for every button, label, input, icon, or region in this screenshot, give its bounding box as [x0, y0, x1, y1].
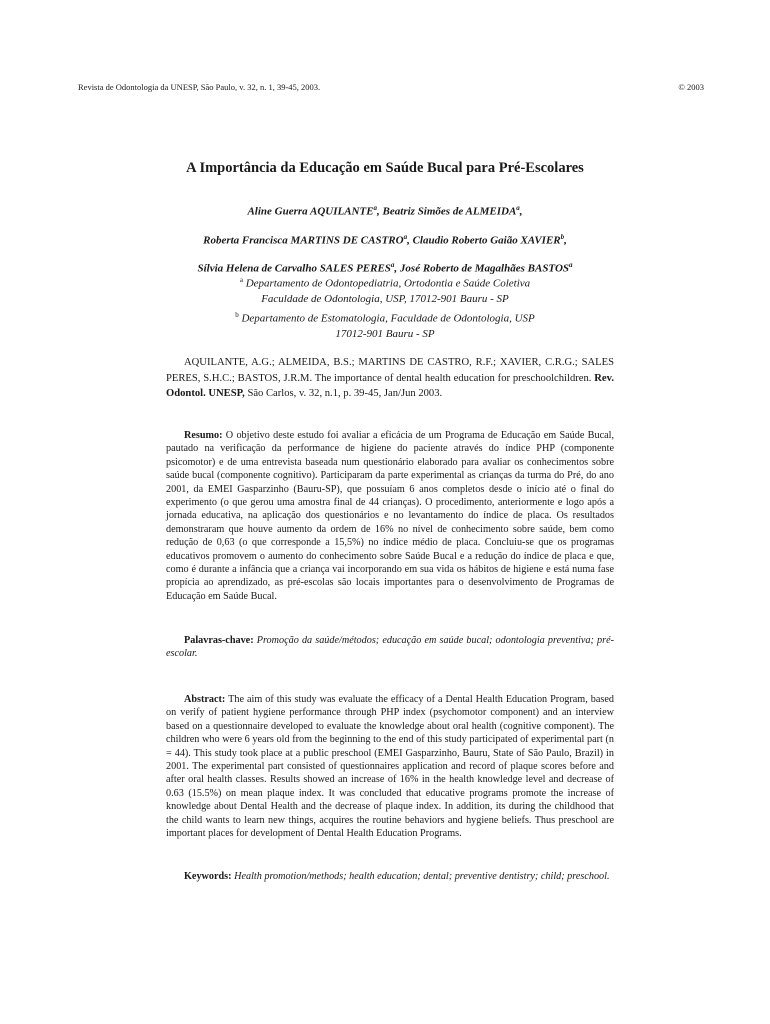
abstract-text: The aim of this study was evaluate the efficacy of a Dental Health Education Program, based on verify of patient hygiene performance through PHP index (psychomotor component) and an interview based on a questionnaire developed to evaluate the knowledge about oral health (cognitive component). The children who were 6 years old from the beginning to the end of this study participated of experimental part (n = 44). This study took place at a public preschool (EMEI Gasparzinho, Bauru, State of São Paulo, Brazil) in 2001. The experimental part consisted of questionnaires application and record of plaque scores before and after oral health classes. Results showed an increase of 16% in the health knowledge level and decrease of 0.63 (15.5%) on mean plaque index. It was concluded that educative programs promote the increase of knowledge about Dental Health and the decrease of plaque index. In addition, its during the childhood that the child wants to learn new things, acquires the routine behaviors and hygiene beliefs. Thus preschool are important places for development of Dental Health Education Programs.	[166, 694, 614, 840]
abstract-section	[166, 693, 614, 840]
affiliation-a-line2: Faculdade de Odontologia, USP, 17012-901 Bauru - SP	[261, 293, 509, 306]
affiliation-a	[0, 273, 770, 292]
affiliation-mark: b	[235, 310, 239, 319]
author-affiliation-mark: a	[373, 204, 378, 212]
author-separator: ,	[394, 262, 400, 275]
citation-paragraph	[166, 355, 614, 402]
palavras-chave-label: Palavras-chave:	[184, 635, 254, 646]
affiliation-b-line1: Departamento de Estomatologia, Faculdade de Odontologia, USP	[241, 312, 535, 325]
author-separator: ,	[564, 234, 567, 247]
author-affiliation-mark: a	[390, 261, 395, 270]
author-affiliation-mark: a	[403, 232, 408, 241]
author-name: Beatriz Simões de ALMEIDA	[382, 205, 517, 218]
author-name: Aline Guerra AQUILANTE	[247, 205, 374, 218]
author-name: Roberta Francisca MARTINS DE CASTRO	[203, 234, 404, 247]
keywords-label: Keywords:	[184, 871, 232, 882]
palavras-chave-text: Promoção da saúde/métodos; educação em saúde bucal; odontologia preventiva; pré-escolar.	[166, 635, 615, 660]
author-affiliation-mark: b	[560, 232, 565, 241]
author-affiliation-mark: a	[569, 261, 573, 270]
author-line-2	[0, 225, 770, 254]
affiliation-a-line1: Departamento de Odontopediatria, Ortodontia e Saúde Coletiva	[245, 277, 531, 290]
keywords-section	[166, 870, 614, 883]
keywords-text: Health promotion/methods; health education; dental; preventive dentistry; child; preschool.	[234, 871, 610, 882]
affiliation-b-line2: 17012-901 Bauru - SP	[335, 327, 435, 340]
author-separator: ,	[377, 205, 383, 218]
journal-header: Revista de Odontologia da UNESP, São Paulo, v. 32, n. 1, 39-45, 2003.	[78, 82, 321, 92]
author-affiliation-mark: a	[516, 204, 520, 212]
affiliations	[0, 273, 770, 342]
copyright: © 2003	[678, 82, 704, 92]
resumo-section	[166, 429, 614, 603]
author-name: Sílvia Helena de Carvalho SALES PERES	[197, 262, 391, 275]
citation-text: AQUILANTE, A.G.; ALMEIDA, B.S.; MARTINS DE CASTRO, R.F.; XAVIER, C.R.G.; SALES PERES, S.H.C.; BASTOS, J.R.M. The importance of dental health education for preschoolchildren.	[166, 357, 614, 384]
citation	[166, 355, 614, 402]
abstract-label: Abstract:	[184, 694, 226, 705]
author-line-1	[0, 196, 770, 225]
citation-journal: Rev. Odontol. UNESP,	[166, 372, 614, 399]
author-name: Claudio Roberto Gaião XAVIER	[412, 234, 561, 247]
author-list	[0, 196, 770, 282]
author-separator: ,	[407, 234, 413, 247]
author-separator: ,	[519, 205, 523, 218]
resumo-text: O objetivo deste estudo foi avaliar a eficácia de um Programa de Educação em Saúde Bucal, pautado na verificação da performance de higiene do paciente através do índice PHP (componente psicomotor) e de uma entrevista baseada num questionário elaborado para avaliar os conhecimentos sobre saúde bucal (componente cognitivo). Participaram da parte experimental as crianças da turma do Pré, do ano 2001, da EMEI Gasparzinho (Bauru-SP), que possuíam 6 anos completos desde o início até o final do experimento (o que gerou uma amostra final de 44 crianças). O procedimento, anteriormente e logo após a jornada educativa, na aplicação dos questionários e no levantamento do índice de placa. Os resultados demonstraram que houve aumento da ordem de 16% no nível de conhecimento sobre saúde, bem como redução de 0,63 (o que corresponde a 15,5%) no índice médio de placa. Concluiu-se que os programas educativos promovem o aumento do conhecimento sobre Saúde Bucal e a redução do índice de placa e que, como é durante a infância que a criança vai incorporando em sua vida os hábitos de higiene e está numa fase propícia ao aprendizado, as pré-escolas são locais importantes para o desenvolvimento de Programas de Educação em Saúde Bucal.	[166, 430, 614, 602]
article-title: A Importância da Educação em Saúde Bucal para Pré-Escolares	[186, 160, 584, 176]
palavras-chave-section	[166, 634, 614, 661]
citation-details: São Carlos, v. 32, n.1, p. 39-45, Jan/Jun 2003.	[247, 388, 443, 399]
affiliation-b	[0, 308, 770, 327]
author-name: José Roberto de Magalhães BASTOS	[399, 262, 570, 275]
resumo-label: Resumo:	[184, 430, 223, 441]
affiliation-mark: a	[239, 276, 243, 284]
